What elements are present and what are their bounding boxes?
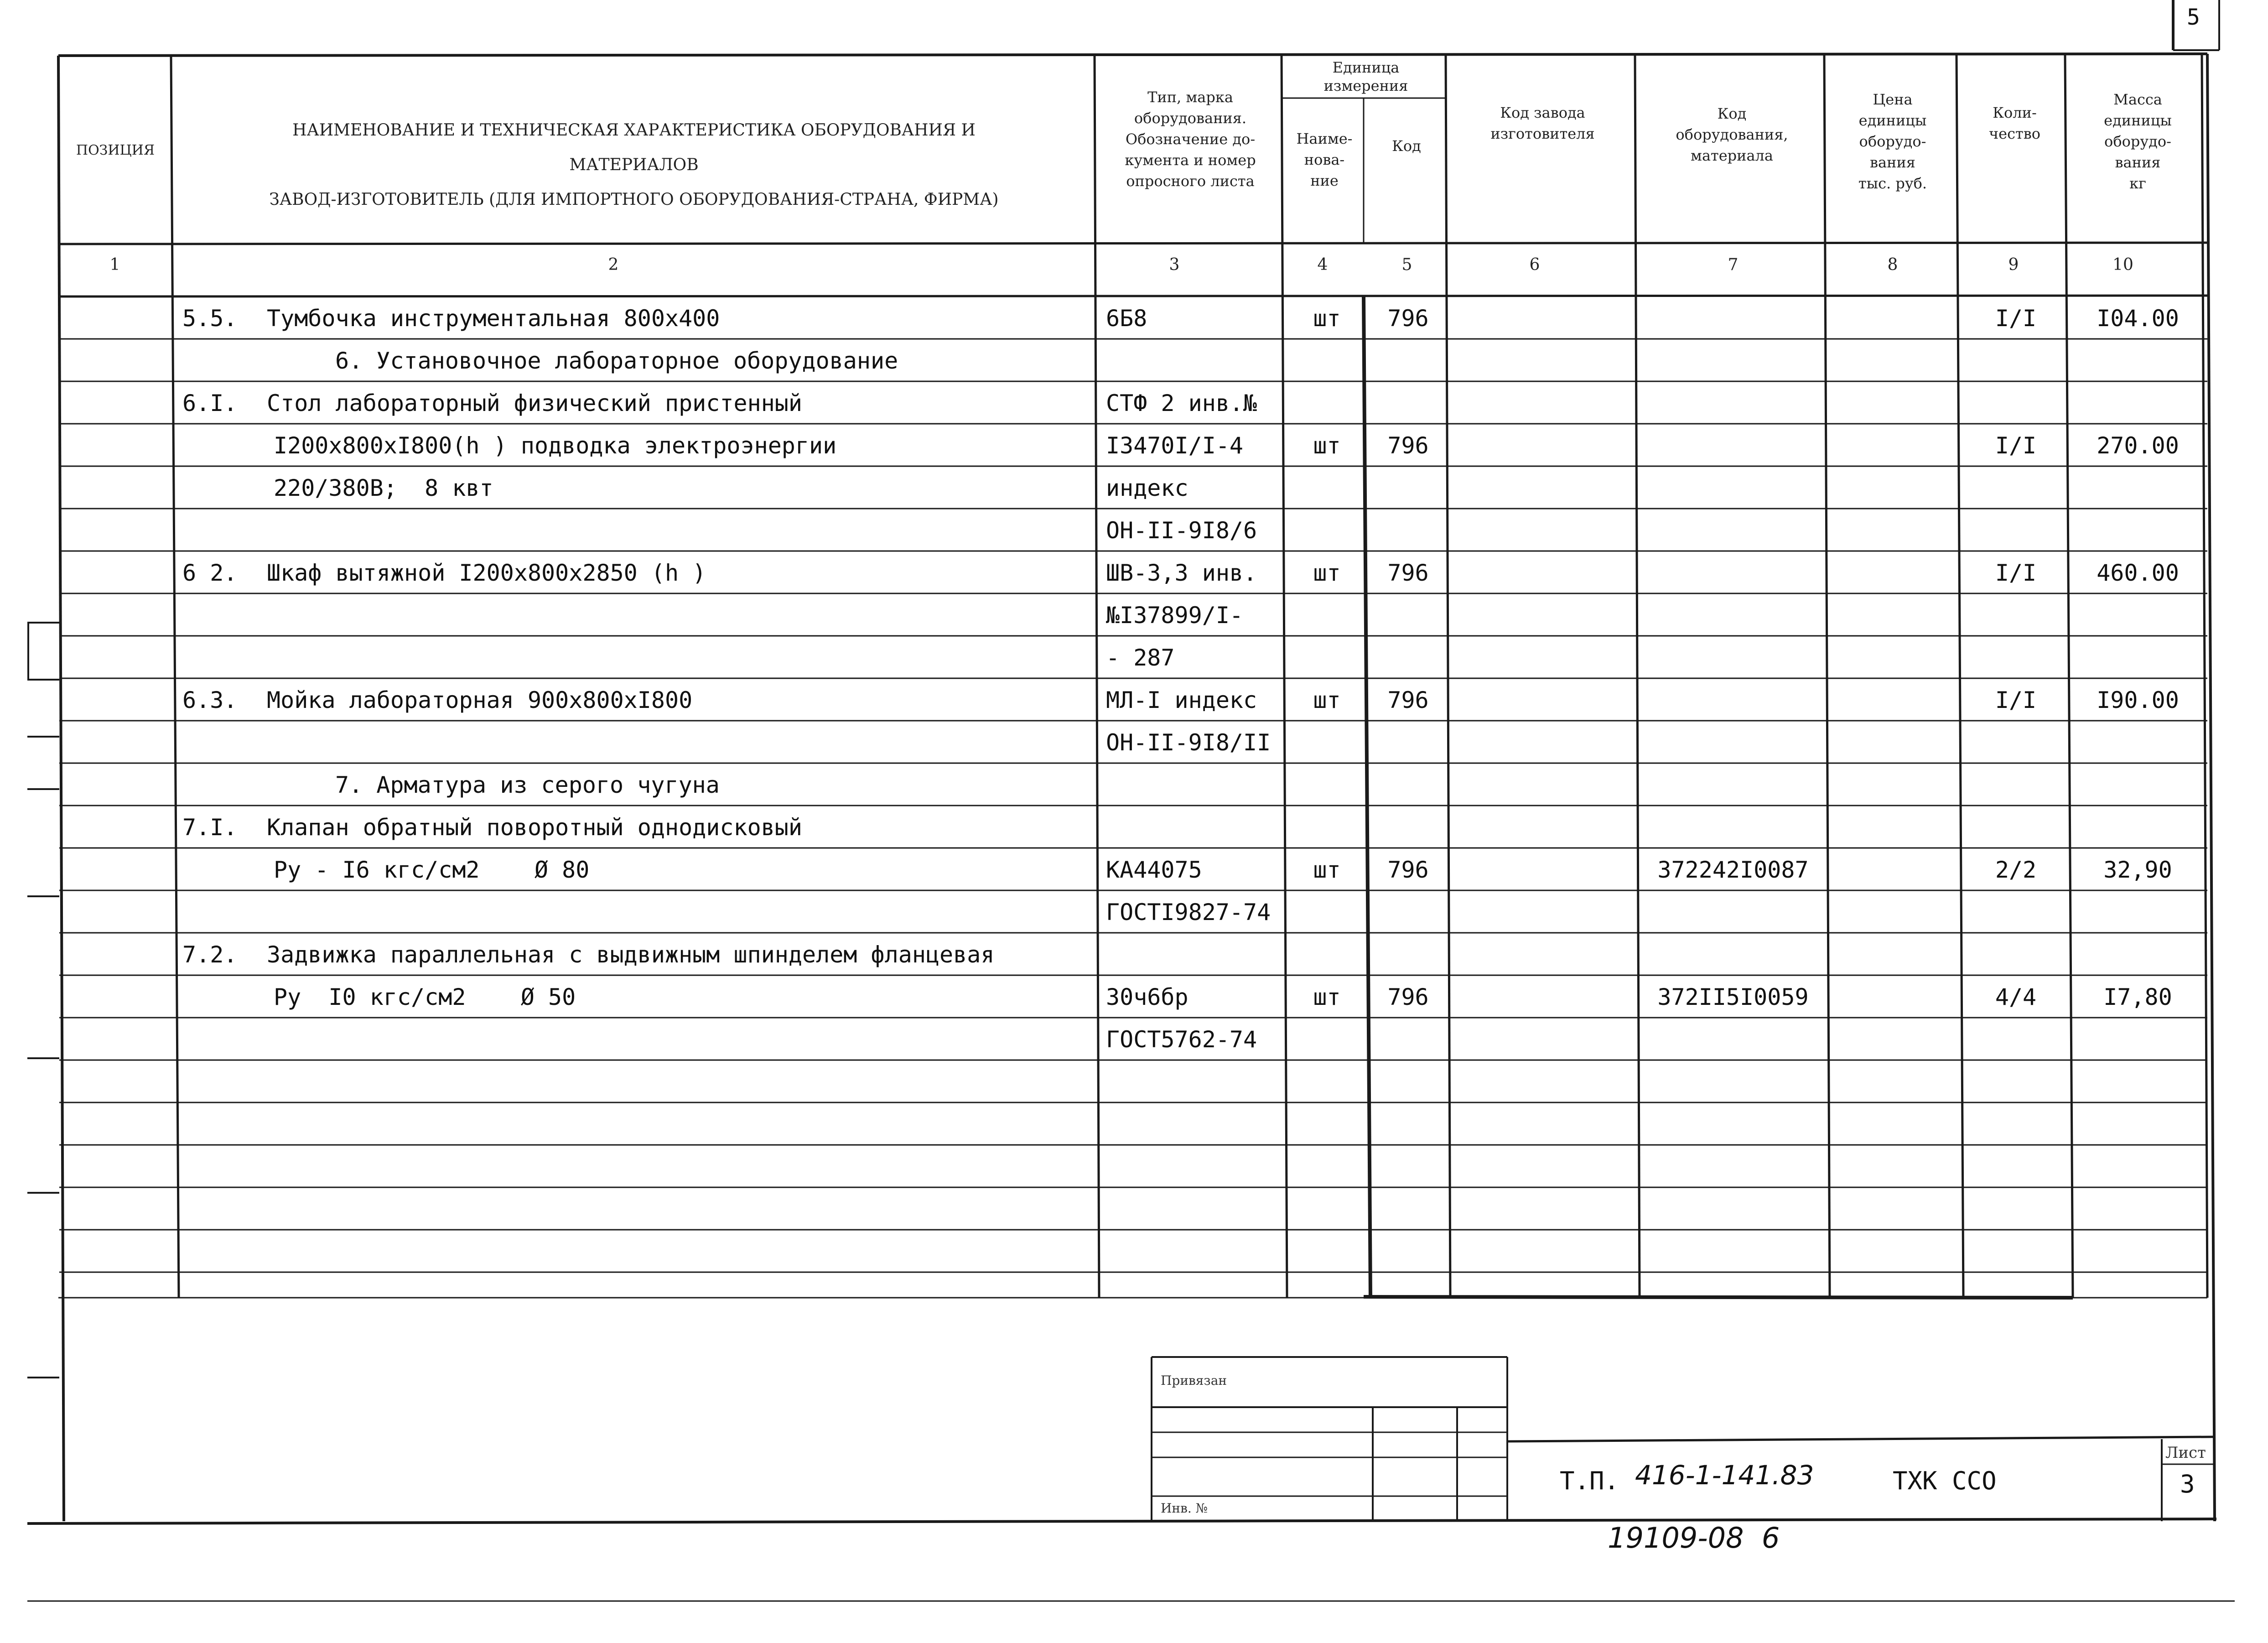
cell-mass: I04.00 [2097, 305, 2179, 332]
cell-type: ГОСТ5762-74 [1106, 1026, 1257, 1053]
header-unit-name: Наиме- нова- ние [1296, 130, 1353, 189]
cell-type: ОН-II-9I8/II [1106, 729, 1271, 756]
column-number-7: 7 [1728, 255, 1739, 274]
cell-mass: 460.00 [2097, 560, 2179, 586]
cell-position: 7.I. [182, 814, 238, 841]
cell-name: Ру I0 кгс/см2 Ø 50 [274, 984, 576, 1010]
cell-unit: шт [1313, 432, 1341, 459]
cell-type: МЛ-I индекс [1106, 687, 1257, 713]
cell-mass: I90.00 [2097, 687, 2179, 713]
cell-unit-code: 796 [1387, 857, 1429, 883]
cell-name: Тумбочка инструментальная 800х400 [267, 305, 720, 332]
cell-mass: I7,80 [2103, 984, 2172, 1010]
cell-quantity: I/I [1995, 560, 2037, 586]
header-position: ПОЗИЦИЯ [76, 142, 155, 158]
cell-mass: 270.00 [2097, 432, 2179, 459]
header-quantity: Коли- чество [1989, 104, 2040, 142]
cell-quantity: I/I [1995, 305, 2037, 332]
cell-unit-code: 796 [1387, 687, 1429, 713]
cell-type: СТФ 2 инв.№ [1106, 390, 1257, 416]
cell-type: - 287 [1106, 645, 1175, 671]
cell-type: 6Б8 [1106, 305, 1147, 332]
cell-name: Шкаф вытяжной I200х800х2850 (h ) [267, 560, 706, 586]
cell-unit-code: 796 [1387, 432, 1429, 459]
header-mass: Масса единицы оборудо- вания кг [2104, 91, 2172, 192]
cell-type: ГОСТI9827-74 [1106, 899, 1271, 925]
cell-name: 6. Установочное лабораторное оборудование [335, 348, 898, 374]
page-number: 5 [2187, 5, 2200, 30]
cell-name: 7. Арматура из серого чугуна [335, 772, 720, 798]
header-name-block [176, 113, 1092, 217]
cell-type: индекс [1106, 475, 1188, 501]
cell-unit: шт [1313, 984, 1341, 1010]
column-number-8: 8 [1887, 255, 1898, 274]
document-number: 416-1-141.83 [1635, 1460, 1814, 1491]
sheet-number: 3 [2180, 1470, 2195, 1498]
cell-position: 7.2. [182, 941, 238, 968]
header-price: Цена единицы оборудо- вания тыс. руб. [1858, 91, 1927, 192]
header-maker-code: Код завода изготовителя [1490, 104, 1595, 142]
cell-type: I3470I/I-4 [1106, 432, 1244, 459]
cell-unit-code: 796 [1387, 305, 1429, 332]
document-prefix: Т.П. [1560, 1466, 1619, 1495]
cell-name: Задвижка параллельная с выдвижным шпинделем фланцевая [267, 941, 995, 968]
cell-position: 5.5. [182, 305, 238, 332]
cell-quantity: 2/2 [1995, 857, 2037, 883]
header-unit-group: Единица измерения [1323, 59, 1408, 94]
cell-unit: шт [1313, 687, 1341, 713]
sheet-label: Лист [2165, 1444, 2206, 1462]
column-number-6: 6 [1529, 255, 1540, 274]
cell-position: 6.3. [182, 687, 238, 713]
cell-name: 220/380В; 8 квт [274, 475, 493, 501]
cell-quantity: I/I [1995, 432, 2037, 459]
cell-equipment-code: 372II5I0059 [1657, 984, 1809, 1010]
archive-number: 19109-08 6 [1608, 1521, 1780, 1555]
column-number-4: 4 [1317, 255, 1328, 274]
column-number-10: 10 [2112, 255, 2133, 274]
cell-type: ШВ-3,3 инв. [1106, 560, 1257, 586]
cell-type: 30ч6бр [1106, 984, 1188, 1010]
cell-unit: шт [1313, 857, 1341, 883]
cell-name: Ру - I6 кгс/см2 Ø 80 [274, 857, 590, 883]
header-equip-code: Код оборудования, материала [1676, 105, 1788, 164]
cell-name: Стол лабораторный физический пристенный [267, 390, 802, 416]
cell-quantity: 4/4 [1995, 984, 2037, 1010]
header-name-line2: МАТЕРИАЛОВ [569, 156, 699, 174]
cell-quantity: I/I [1995, 687, 2037, 713]
column-number-5: 5 [1401, 255, 1412, 274]
header-name-line3: ЗАВОД-ИЗГОТОВИТЕЛЬ (ДЛЯ ИМПОРТНОГО ОБОРУДОВАНИЯ-СТРАНА, ФИРМА) [269, 190, 999, 209]
cell-name: I200х800хI800(h ) подводка электроэнергии [274, 432, 837, 459]
cell-equipment-code: 372242I0087 [1657, 857, 1809, 883]
column-number-2: 2 [608, 255, 619, 274]
header-name-line1: НАИМЕНОВАНИЕ И ТЕХНИЧЕСКАЯ ХАРАКТЕРИСТИКА ОБОРУДОВАНИЯ И [292, 121, 976, 140]
cell-position: 6.I. [182, 390, 238, 416]
cell-type: №I37899/I- [1106, 602, 1244, 629]
cell-name: Клапан обратный поворотный однодисковый [267, 814, 802, 841]
column-number-3: 3 [1169, 255, 1180, 274]
cell-unit-code: 796 [1387, 984, 1429, 1010]
cell-type: КА44075 [1106, 857, 1202, 883]
inventory-label: Инв. № [1161, 1501, 1208, 1516]
header-type: Тип, марка оборудования. Обозначение до- кумента и номер опросного листа [1125, 88, 1256, 190]
cell-unit-code: 796 [1387, 560, 1429, 586]
column-number-9: 9 [2008, 255, 2019, 274]
accepted-label: Привязан [1161, 1373, 1227, 1388]
column-number-1: 1 [109, 255, 120, 274]
cell-unit: шт [1313, 560, 1341, 586]
cell-type: ОН-II-9I8/6 [1106, 517, 1257, 544]
cell-mass: 32,90 [2103, 857, 2172, 883]
document-type: ТХК ССО [1893, 1466, 1997, 1495]
cell-unit: шт [1313, 305, 1341, 332]
cell-name: Мойка лабораторная 900х800хI800 [267, 687, 693, 713]
header-unit-code: Код [1392, 137, 1421, 155]
cell-position: 6 2. [182, 560, 238, 586]
